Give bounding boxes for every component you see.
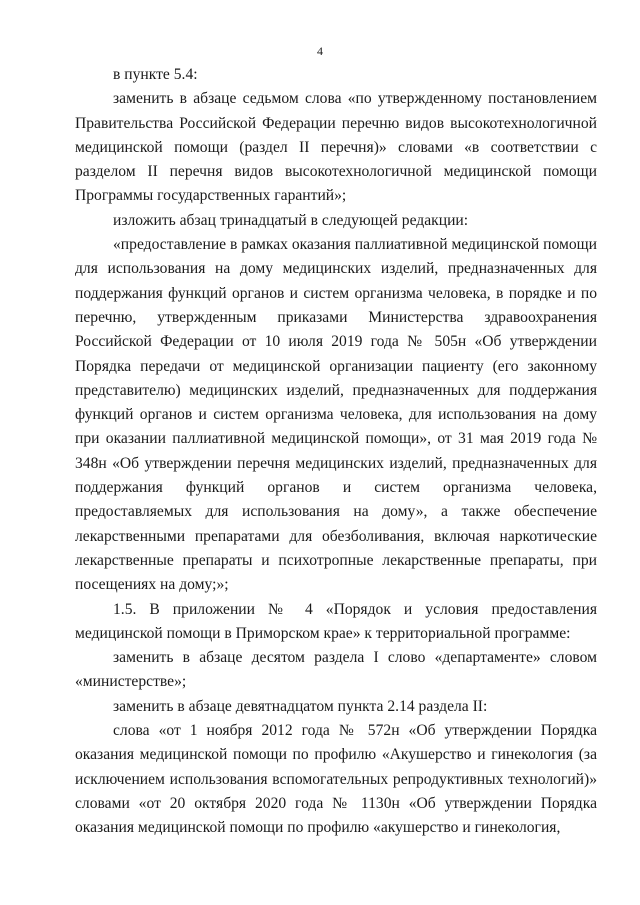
paragraph: слова «от 1 ноября 2012 года № 572н «Об утверждении Порядка оказания медицинской помощи по профилю «Акушерство и гинекология (за исключением использования вспомогательных репродуктивных технологий)» словами «от 20 октября 2020 года № 1130н «Об утверждении Порядка оказания медицинской помощи по профилю «акушерство и гинекология,	[75, 722, 597, 837]
document-body	[75, 63, 597, 841]
paragraph: «предоставление в рамках оказания паллиативной медицинской помощи для использования на дому медицинских изделий, предназначенных для поддержания функций органов и систем организма человека, в порядке и по перечню, утвержденным приказами Министерства здравоохранения Российской Федерации от 10 июля 2019 года № 505н «Об утверждении Порядка передачи от медицинской организации пациенту (его законному представителю) медицинских изделий, предназначенных для поддержания функций органов и систем организма человека, для использования на дому при оказании паллиативной медицинской помощи», от 31 мая 2019 года № 348н «Об утверждении перечня медицинских изделий, предназначенных для поддержания функций органов и систем организма человека, предоставляемых для использования на дому», а также обеспечение лекарственными препаратами для обезболивания, включая наркотические лекарственные препараты и психотропные лекарственные препараты, при посещениях на дому;»;	[75, 236, 597, 594]
paragraph: заменить в абзаце десятом раздела I слово «департаменте» словом «министерстве»;	[75, 649, 597, 691]
paragraph: в пункте 5.4:	[113, 66, 198, 83]
paragraph: 1.5. В приложении № 4 «Порядок и условия предоставления медицинской помощи в Приморском крае» к территориальной программе:	[75, 600, 597, 642]
page-number: 4	[317, 44, 323, 58]
paragraph: заменить в абзаце девятнадцатом пункта 2.14 раздела II:	[113, 697, 488, 715]
paragraph: изложить абзац тринадцатый в следующей редакции:	[113, 211, 469, 229]
paragraph: заменить в абзаце седьмом слова «по утвержденному постановлением Правительства Российской Федерации перечню видов высокотехнологичной медицинской помощи (раздел II перечня)» словами «в соответствии с разделом II перечня видов высокотехнологичной медицинской помощи Программы государственных гарантий»;	[75, 90, 597, 205]
